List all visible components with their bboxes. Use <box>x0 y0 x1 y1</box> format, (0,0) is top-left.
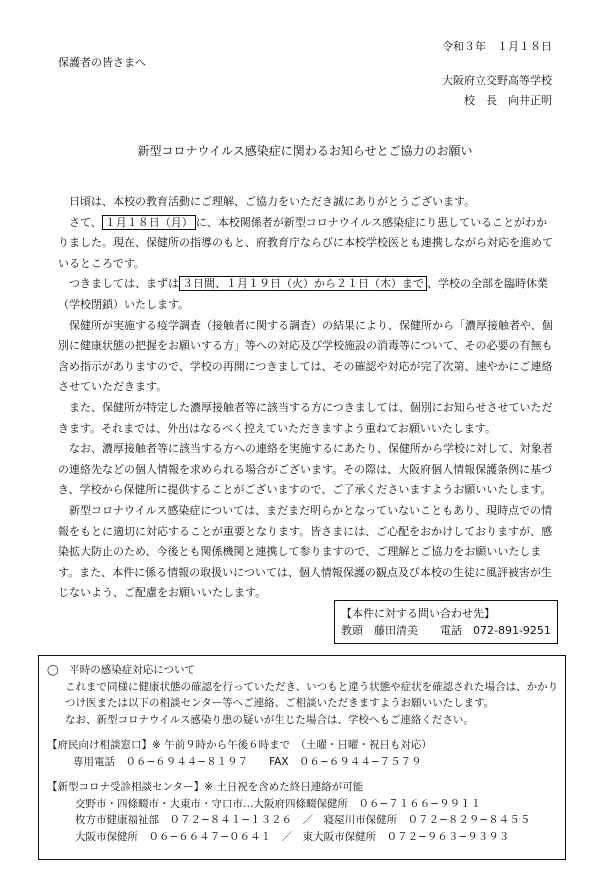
closure-text: 、学校の全部を臨時休業（学校閉鎖）いたします。 <box>58 277 548 311</box>
paragraph-incident <box>58 213 558 275</box>
consult-heading: 【府民向け相談窓口】※ 午前９時から午後６時まで （土曜・日曜・祝日も対応） <box>47 739 432 751</box>
center-line: 枚方市健康福祉部 ０７２−８４１−１３２６ ／ 寝屋川市保健所 ０７２−８２９−８４５５ <box>75 814 531 826</box>
routine-info-box <box>38 655 566 860</box>
center-line: 交野市・四條畷市・大東市・守口市…大阪府四條畷保健所 ０６−７１６６−９９１１ <box>75 797 482 810</box>
info-line: これまで同様に健康状態の確認を行っていただき、いつもと違う状態や症状を確認された場合は、かかり <box>65 680 559 693</box>
paragraph-privacy: なお、濃厚接触者等に該当する方への連絡を実施するにあたり、保健所から学校に対して、対象者の連絡先などの個人情報を求められる場合がございます。その際は、大阪府個人情報保護条例に基づき、学校から保健所に提供することがございますので、ご了承くださいますようお願いいたします。 <box>58 442 553 497</box>
incident-date: １月１８日（月） <box>102 215 196 230</box>
center-line: 大阪市保健所 ０６−６６４７−０６４１ ／ 東大阪市保健所 ０７２−９６３−９３９３ <box>75 830 510 843</box>
principal-name: 校 長 向井正明 <box>464 94 552 107</box>
date: 令和３年 １月１８日 <box>442 40 552 53</box>
info-line: つけ医または以下の相談センター等へご連絡、ご相談いただきますようお願いいたします。 <box>65 697 495 709</box>
info-heading: ◯ 平時の感染症対応について <box>47 664 196 676</box>
addressee: 保護者の皆さまへ <box>58 56 146 69</box>
center-heading: 【新型コロナ受診相談センター】※ 土日祝を含めた終日連絡が可能 <box>47 781 364 793</box>
closure-period: ３日間、１月１９日（火）から２１日（木）まで <box>179 276 427 291</box>
paragraph-request: 新型コロナウイルス感染症については、まだまだ明らかとなっていないこともあり、現時点での情報をもとに適切に対応することが重要となります。皆さまには、ご心配をおかけしておりますが、感染拡大防止のため、今後とも関係機関と連携して参りますので、ご理解とご協力をお願いいたします。また、本件に係る情報の取扱いについては、個人情報保護の観点及び本校の生徒に風評被害が生じないよう、ご配慮をお願いいたします。 <box>58 503 553 600</box>
paragraph-closure <box>58 274 558 315</box>
inquiry-box <box>334 600 558 644</box>
paragraph-investigation: 保健所が実施する疫学調査（接触者に関する調査）の結果により、保健所から「濃厚接触者や、個別に健康状態の把握をお願いする方」等への対応及び学校施設の消毒等について、その必要の有無も含め指示がありますので、学校の再開につきましては、その確認や対応が完了次第、速やかにご連絡させていただきます。 <box>58 318 553 394</box>
inquiry-title: 【本件に対する問い合わせ先】 <box>341 607 495 620</box>
paragraph-greeting: 日頃は、本校の教育活動にご理解、ご協力をいただき誠にありがとうございます。 <box>69 195 476 208</box>
consult-phone-line: 専用電話 ０６−６９４４−８１９７ FAX ０６−６９４４−７５７９ <box>73 755 422 768</box>
incident-lead: さて、 <box>69 215 102 229</box>
inquiry-contact-line: 教頭 藤田清美 電話 072-891-9251 <box>341 624 551 637</box>
info-line: なお、新型コロナウイルス感染り患の疑いが生じた場合は、学校へもご連絡ください。 <box>65 713 474 726</box>
document-title: 新型コロナウイルス感染症に関わるお知らせとご協力のお願い <box>137 144 473 158</box>
school-name: 大阪府立交野高等学校 <box>442 74 552 87</box>
incident-text: に、本校関係者が新型コロナウイルス感染症にり患していることがわかりました。現在、保健所の指導のもと、府教育庁ならびに本校学校医とも連携しながら対応を進めているところです。 <box>58 215 553 270</box>
closure-lead: つきましては、まずは <box>69 277 179 291</box>
paragraph-contacts: また、保健所が特定した濃厚接触者等に該当する方につきましては、個別にお知らせさせていただきます。それまでは、外出はなるべく控えていただきますよう重ねてお願いいたします。 <box>58 400 553 435</box>
letter-body <box>58 192 558 604</box>
